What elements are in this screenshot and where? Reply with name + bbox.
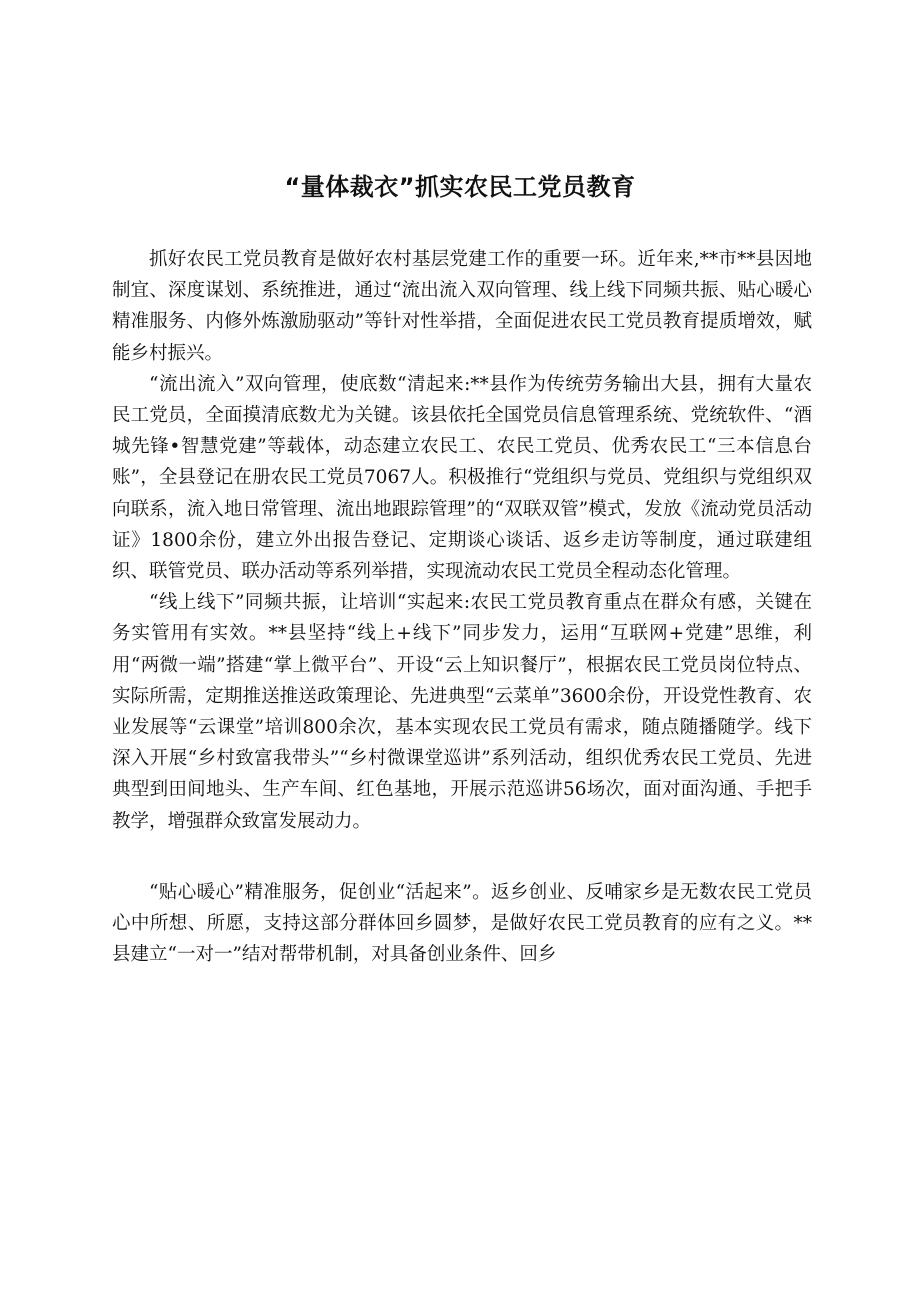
document-title: “量体裁衣”抓实农民工党员教育 — [284, 173, 636, 201]
paragraph-caring-service: “贴心暖心”精准服务，促创业“活起来”。返乡创业、反哺家乡是无数农民工党员心中所想、所愿，支持这部分群体回乡圆梦，是做好农民工党员教育的应有之义。**县建立“一对一”结对帮带机制，对具备创业条件、回乡 — [112, 881, 812, 966]
document-body — [112, 244, 812, 970]
paragraph-online-offline: “线上线下”同频共振，让培训“实起来:农民工党员教育重点在群众有感，关键在务实管用有实效。**县坚持“线上+线下”同步发力，运用“互联网+党建”思维，利用“两微一端”搭建“掌上微平台”、开设“云上知识餐厅”，根据农民工党员岗位特点、实际所需，定期推送推送政策理论、先进典型“云菜单”3600余份，开设党性教育、农业发展等“云课堂”培训800余次，基本实现农民工党员有需求，随点随播随学。线下深入开展“乡村致富我带头”“乡村微课堂巡讲”系列活动，组织优秀农民工党员、先进典型到田间地头、生产车间、红色基地，开展示范巡讲56场次，面对面沟通、手把手教学，增强群众致富发展动力。 — [112, 592, 812, 832]
paragraph-intro: 抓好农民工党员教育是做好农村基层党建工作的重要一环。近年来,**市**县因地制宜、深度谋划、系统推进，通过“流出流入双向管理、线上线下同频共振、贴心暖心精准服务、内修外炼激励驱动”等针对性举措，全面促进农民工党员教育提质增效，赋能乡村振兴。 — [112, 249, 812, 364]
paragraph-two-way-management: “流出流入”双向管理，使底数“清起来:**县作为传统劳务输出大县，拥有大量农民工党员，全面摸清底数尤为关键。该县依托全国党员信息管理系统、党统软件、“酒城先锋•智慧党建”等载体，动态建立农民工、农民工党员、优秀农民工“三本信息台账”，全县登记在册农民工党员7067人。积极推行“党组织与党员、党组织与党组织双向联系，流入地日常管理、流出地跟踪管理”的“双联双管”模式，发放《流动党员活动证》1800余份，建立外出报告登记、定期谈心谈话、返乡走访等制度，通过联建组织、联管党员、联办活动等系列举措，实现流动农民工党员全程动态化管理。 — [112, 373, 812, 583]
